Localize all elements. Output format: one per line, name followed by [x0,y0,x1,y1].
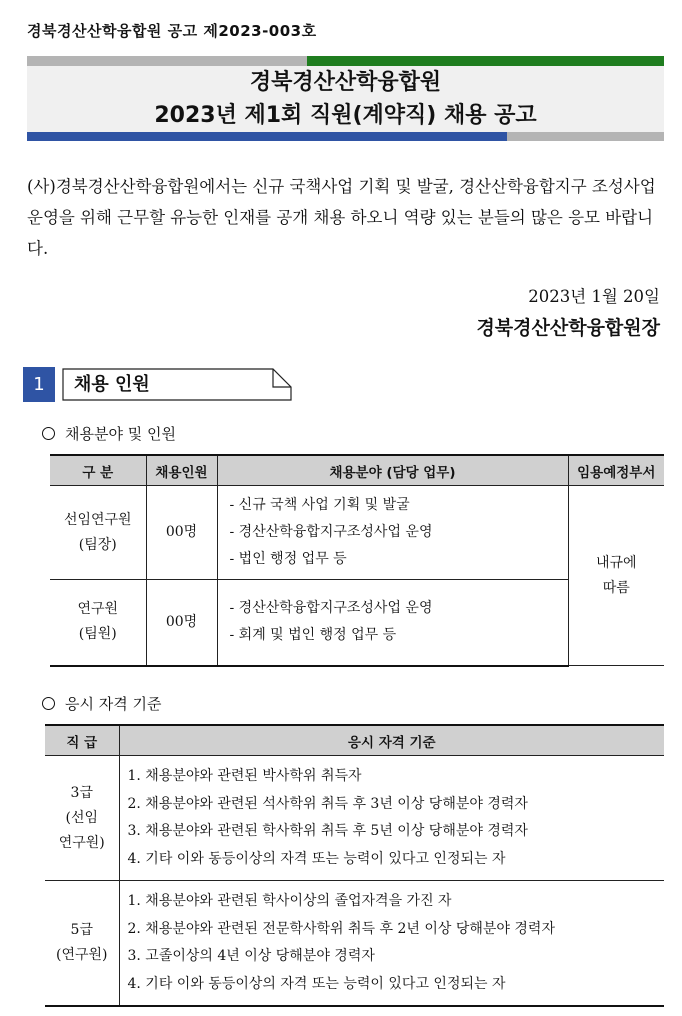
fields-heading [42,423,176,444]
position-cell [50,486,146,580]
notice-date: 2023년 1월 20일 [528,287,660,306]
circle-bullet-icon [42,427,55,440]
position-role: (팀장) [78,536,117,553]
column-header: 채용분야 (담당 업무) [217,455,568,486]
criteria-cell [119,881,664,1007]
department-line: 내규에 [595,554,637,571]
criteria-item: 1. 채용분야와 관련된 박사학위 취득자 [127,768,362,784]
position-name: 선임연구원 [63,511,132,528]
grade-cell [45,756,119,881]
intro-paragraph: (사)경북경산산학융합원에서는 신규 국책사업 기획 및 발굴, 경산산학융합지구 조성사업 운영을 위해 근무할 유능한 인재를 공개 채용 하오니 역량 있는 분들의 많은 응모 바랍니다. [27,177,656,258]
criteria-item: 4. 기타 이와 동등이상의 자격 또는 능력이 있다고 인정되는 자 [127,850,506,867]
position-cell [50,580,146,666]
table-row [45,756,664,881]
duty-item: - 경산산학융합지구조성사업 운영 [229,600,433,617]
grade-line: (선임 [65,809,98,826]
section-title: 채용 인원 [74,374,150,395]
table-header-row [50,455,664,486]
circle-bullet-icon [42,697,55,710]
criteria-heading [42,693,161,714]
fields-table [50,454,664,667]
count-cell: 00명 [146,486,217,580]
criteria-item: 3. 고졸이상의 4년 이상 당해분야 경력자 [127,948,375,964]
grade-line: 5급 [70,922,93,938]
criteria-item: 4. 기타 이와 동등이상의 자격 또는 능력이 있다고 인정되는 자 [127,975,506,992]
duty-item: - 회계 및 법인 행정 업무 등 [229,627,397,644]
section-number: 1 [23,367,55,402]
fields-heading-text: 채용분야 및 인원 [65,425,176,443]
grade-line: 3급 [70,784,93,801]
table-row [45,881,664,1007]
duty-item: - 법인 행정 업무 등 [229,551,347,567]
banner-green-bar [307,56,664,66]
count-cell: 00명 [146,580,217,666]
column-header: 채용인원 [146,455,217,486]
criteria-heading-text: 응시 자격 기준 [65,695,162,713]
grade-cell [45,881,119,1007]
banner-gray-bar [27,56,307,66]
banner-title-line1: 경북경산산학융합원 [249,70,442,95]
grade-line: 연구원) [58,834,105,851]
banner-title-line2: 2023년 제1회 직원(계약직) 채용 공고 [154,103,537,128]
criteria-item: 2. 채용분야와 관련된 전문학사학위 취득 후 2년 이상 당해분야 경력자 [127,920,555,937]
issuer-name: 경북경산산학융합원장 [476,317,660,339]
column-header: 응시 자격 기준 [119,725,664,756]
notice-number: 경북경산산학융합원 공고 제2023-003호 [27,22,317,40]
table-row [50,486,664,580]
criteria-cell [119,756,664,881]
duties-cell [217,580,568,666]
criteria-table [45,724,664,1007]
title-banner [27,56,664,141]
column-header: 임용예정부서 [568,455,664,486]
column-header: 구 분 [50,455,146,486]
duties-cell [217,486,568,580]
department-cell [568,486,664,666]
table-header-row [45,725,664,756]
criteria-item: 3. 채용분야와 관련된 학사학위 취득 후 5년 이상 당해분야 경력자 [127,823,528,839]
banner-gray-bar-bottom [507,132,664,141]
grade-line: (연구원) [56,947,108,963]
duty-item: - 신규 국책 사업 기획 및 발굴 [229,497,410,513]
department-line: 따름 [602,579,630,596]
position-role: (팀원) [78,626,117,643]
column-header: 직 급 [45,725,119,756]
criteria-item: 1. 채용분야와 관련된 학사이상의 졸업자격을 가진 자 [127,893,452,909]
section-title-box [62,368,292,401]
banner-blue-bar [27,132,507,141]
position-name: 연구원 [77,601,119,618]
criteria-item: 2. 채용분야와 관련된 석사학위 취득 후 3년 이상 당해분야 경력자 [127,795,528,812]
banner-title [27,66,664,132]
duty-item: - 경산산학융합지구조성사업 운영 [229,524,433,540]
